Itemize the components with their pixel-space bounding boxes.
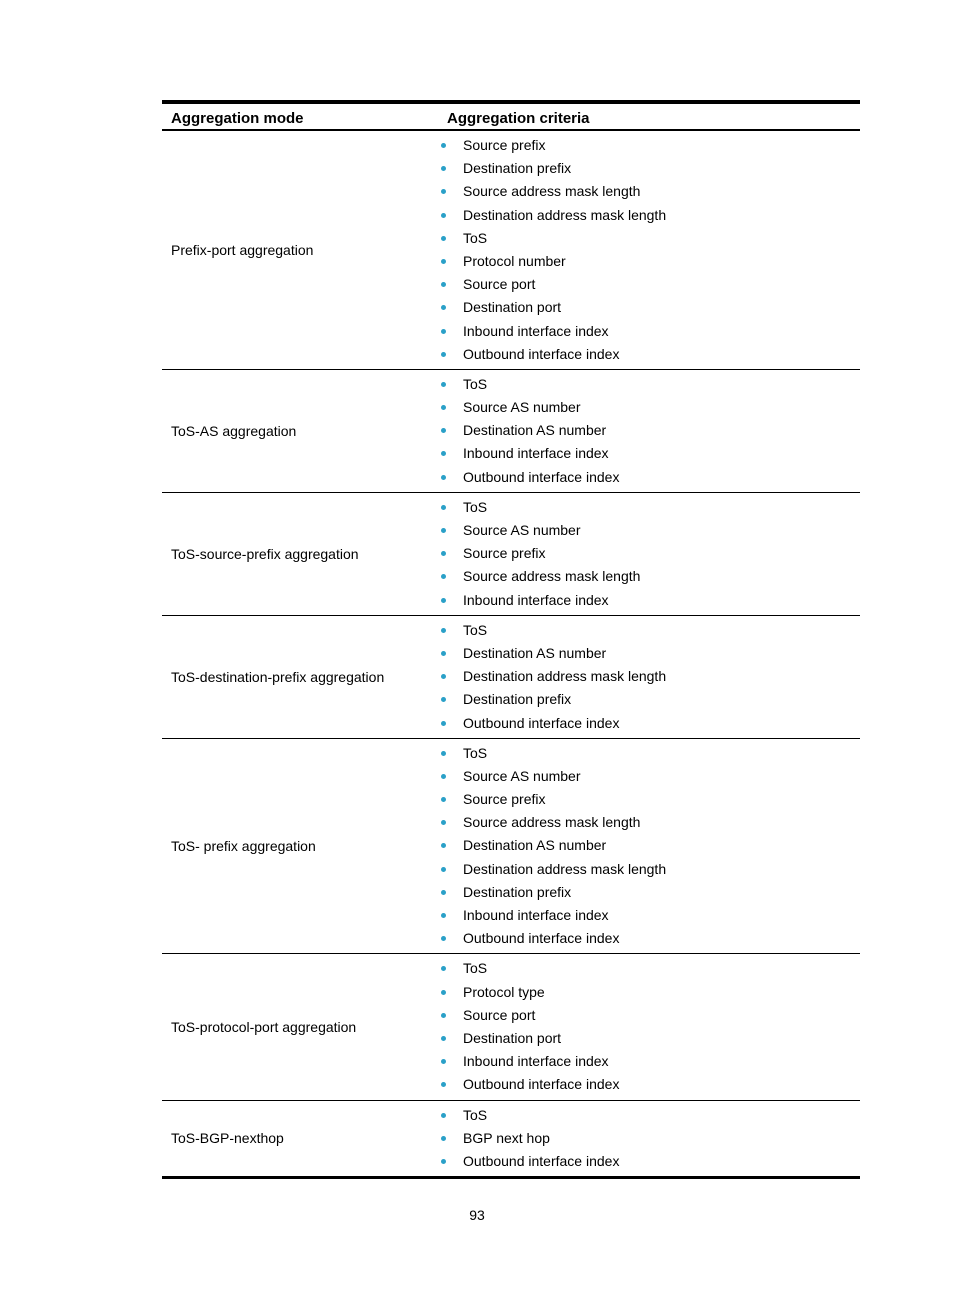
aggregation-mode-cell: ToS-source-prefix aggregation: [162, 492, 438, 615]
list-item: [438, 1027, 860, 1050]
table-header: [162, 102, 860, 130]
criteria-label: ToS: [463, 375, 488, 392]
bullet-icon: [441, 352, 446, 357]
criteria-label: Destination prefix: [463, 160, 572, 177]
criteria-label: Destination address mask length: [463, 860, 667, 877]
list-item: [438, 1127, 860, 1150]
criteria-list: [438, 954, 860, 1099]
list-item: [438, 419, 860, 442]
bullet-icon: [441, 574, 446, 579]
criteria-label: Inbound interface index: [463, 907, 609, 923]
list-item: [438, 1050, 860, 1073]
table-row: [162, 130, 860, 369]
bullet-icon: [441, 405, 446, 410]
table-row: [162, 615, 860, 738]
criteria-label: Source AS number: [463, 522, 581, 538]
criteria-label: BGP next hop: [463, 1129, 550, 1146]
bullet-icon: [441, 867, 446, 872]
bullet-icon: [441, 651, 446, 656]
criteria-label: Destination prefix: [463, 883, 572, 900]
list-item: [438, 981, 860, 1004]
criteria-label: Source AS number: [463, 399, 581, 416]
criteria-label: Inbound interface index: [463, 1053, 609, 1070]
criteria-label: Destination AS number: [463, 644, 607, 661]
list-item: [438, 496, 860, 519]
aggregation-criteria-cell: [438, 615, 860, 738]
bullet-icon: [441, 551, 446, 556]
aggregation-criteria-cell: [438, 369, 860, 492]
list-item: [438, 442, 860, 465]
bullet-icon: [441, 528, 446, 533]
criteria-label: Protocol number: [463, 252, 566, 269]
table-body: [162, 130, 860, 1178]
list-item: [438, 296, 860, 319]
criteria-label: ToS: [463, 1106, 488, 1123]
criteria-label: Destination AS number: [463, 837, 607, 854]
bullet-icon: [441, 1036, 446, 1041]
bullet-icon: [441, 797, 446, 802]
criteria-label: ToS: [463, 229, 488, 246]
bullet-icon: [441, 382, 446, 387]
bullet-icon: [441, 1082, 446, 1087]
bullet-icon: [441, 751, 446, 756]
list-item: [438, 157, 860, 180]
criteria-list: [438, 616, 860, 738]
list-item: [438, 742, 860, 765]
list-item: [438, 788, 860, 811]
criteria-label: Source address mask length: [463, 814, 641, 831]
bullet-icon: [441, 1136, 446, 1141]
bullet-icon: [441, 843, 446, 848]
bullet-icon: [441, 674, 446, 679]
bullet-icon: [441, 329, 446, 334]
aggregation-table: [162, 100, 860, 1179]
list-item: [438, 519, 860, 542]
criteria-label: Source prefix: [463, 545, 546, 562]
list-item: [438, 712, 860, 735]
list-item: [438, 396, 860, 419]
table-row: [162, 369, 860, 492]
criteria-list: [438, 131, 860, 369]
aggregation-criteria-cell: [438, 492, 860, 615]
bullet-icon: [441, 628, 446, 633]
criteria-label: Destination AS number: [463, 422, 607, 439]
criteria-label: Inbound interface index: [463, 445, 609, 462]
header-aggregation-criteria: Aggregation criteria: [438, 102, 860, 130]
criteria-label: Source address mask length: [463, 568, 641, 585]
list-item: [438, 466, 860, 489]
criteria-label: Inbound interface index: [463, 322, 609, 339]
bullet-icon: [441, 890, 446, 895]
aggregation-mode-cell: ToS-destination-prefix aggregation: [162, 615, 438, 738]
criteria-label: Destination address mask length: [463, 206, 667, 223]
criteria-list: [438, 493, 860, 615]
bullet-icon: [441, 166, 446, 171]
table-row: [162, 492, 860, 615]
list-item: [438, 343, 860, 366]
list-item: [438, 1073, 860, 1096]
criteria-label: Source prefix: [463, 791, 546, 808]
list-item: [438, 204, 860, 227]
criteria-label: Source prefix: [463, 137, 546, 153]
list-item: [438, 227, 860, 250]
bullet-icon: [441, 936, 446, 941]
list-item: [438, 665, 860, 688]
bullet-icon: [441, 966, 446, 971]
list-item: [438, 957, 860, 980]
list-item: [438, 881, 860, 904]
criteria-label: Destination port: [463, 299, 562, 316]
aggregation-mode-cell: Prefix-port aggregation: [162, 130, 438, 369]
aggregation-mode-cell: ToS-protocol-port aggregation: [162, 954, 438, 1100]
list-item: [438, 642, 860, 665]
bullet-icon: [441, 213, 446, 218]
bullet-icon: [441, 913, 446, 918]
criteria-list: [438, 739, 860, 954]
aggregation-mode-cell: ToS-AS aggregation: [162, 369, 438, 492]
aggregation-criteria-cell: [438, 130, 860, 369]
bullet-icon: [441, 990, 446, 995]
list-item: [438, 134, 860, 157]
bullet-icon: [441, 820, 446, 825]
bullet-icon: [441, 697, 446, 702]
list-item: [438, 858, 860, 881]
criteria-label: Inbound interface index: [463, 591, 609, 608]
bullet-icon: [441, 259, 446, 264]
bullet-icon: [441, 428, 446, 433]
list-item: [438, 811, 860, 834]
bullet-icon: [441, 1059, 446, 1064]
criteria-label: Source port: [463, 1006, 536, 1023]
criteria-label: Destination port: [463, 1029, 562, 1046]
list-item: [438, 904, 860, 927]
header-row: [162, 102, 860, 130]
list-item: [438, 180, 860, 203]
list-item: [438, 273, 860, 296]
criteria-label: Outbound interface index: [463, 1152, 620, 1169]
bullet-icon: [441, 1013, 446, 1018]
criteria-label: Outbound interface index: [463, 1076, 620, 1093]
criteria-label: ToS: [463, 960, 488, 977]
bullet-icon: [441, 236, 446, 241]
bullet-icon: [441, 475, 446, 480]
bullet-icon: [441, 505, 446, 510]
aggregation-mode-cell: ToS-BGP-nexthop: [162, 1100, 438, 1178]
criteria-label: Source address mask length: [463, 183, 641, 200]
aggregation-criteria-cell: [438, 1100, 860, 1178]
list-item: [438, 373, 860, 396]
aggregation-criteria-cell: [438, 954, 860, 1100]
aggregation-criteria-cell: [438, 738, 860, 954]
page-number: 93: [469, 1207, 485, 1223]
bullet-icon: [441, 774, 446, 779]
criteria-label: Source port: [463, 276, 536, 293]
bullet-icon: [441, 721, 446, 726]
bullet-icon: [441, 143, 446, 148]
bullet-icon: [441, 598, 446, 603]
criteria-list: [438, 1101, 860, 1177]
bullet-icon: [441, 451, 446, 456]
aggregation-mode-cell: ToS- prefix aggregation: [162, 738, 438, 954]
list-item: [438, 589, 860, 612]
criteria-label: Destination address mask length: [463, 668, 667, 685]
criteria-label: Outbound interface index: [463, 345, 620, 362]
list-item: [438, 320, 860, 343]
criteria-label: Destination prefix: [463, 691, 572, 708]
criteria-label: Outbound interface index: [463, 714, 620, 731]
table-row: [162, 954, 860, 1100]
bullet-icon: [441, 282, 446, 287]
table-row: [162, 738, 860, 954]
criteria-label: Outbound interface index: [463, 468, 620, 485]
bullet-icon: [441, 1113, 446, 1118]
list-item: [438, 765, 860, 788]
list-item: [438, 542, 860, 565]
list-item: [438, 565, 860, 588]
list-item: [438, 1004, 860, 1027]
bullet-icon: [441, 1159, 446, 1164]
header-aggregation-mode: Aggregation mode: [162, 102, 438, 130]
list-item: [438, 927, 860, 950]
criteria-label: ToS: [463, 744, 488, 761]
list-item: [438, 688, 860, 711]
criteria-label: Outbound interface index: [463, 930, 620, 947]
list-item: [438, 834, 860, 857]
criteria-label: ToS: [463, 621, 488, 638]
criteria-label: ToS: [463, 498, 488, 515]
bullet-icon: [441, 305, 446, 310]
bullet-icon: [441, 189, 446, 194]
table-row: [162, 1100, 860, 1178]
list-item: [438, 619, 860, 642]
criteria-label: Source AS number: [463, 767, 581, 784]
criteria-label: Protocol type: [463, 983, 545, 1000]
list-item: [438, 250, 860, 273]
list-item: [438, 1104, 860, 1127]
criteria-list: [438, 370, 860, 492]
list-item: [438, 1150, 860, 1173]
